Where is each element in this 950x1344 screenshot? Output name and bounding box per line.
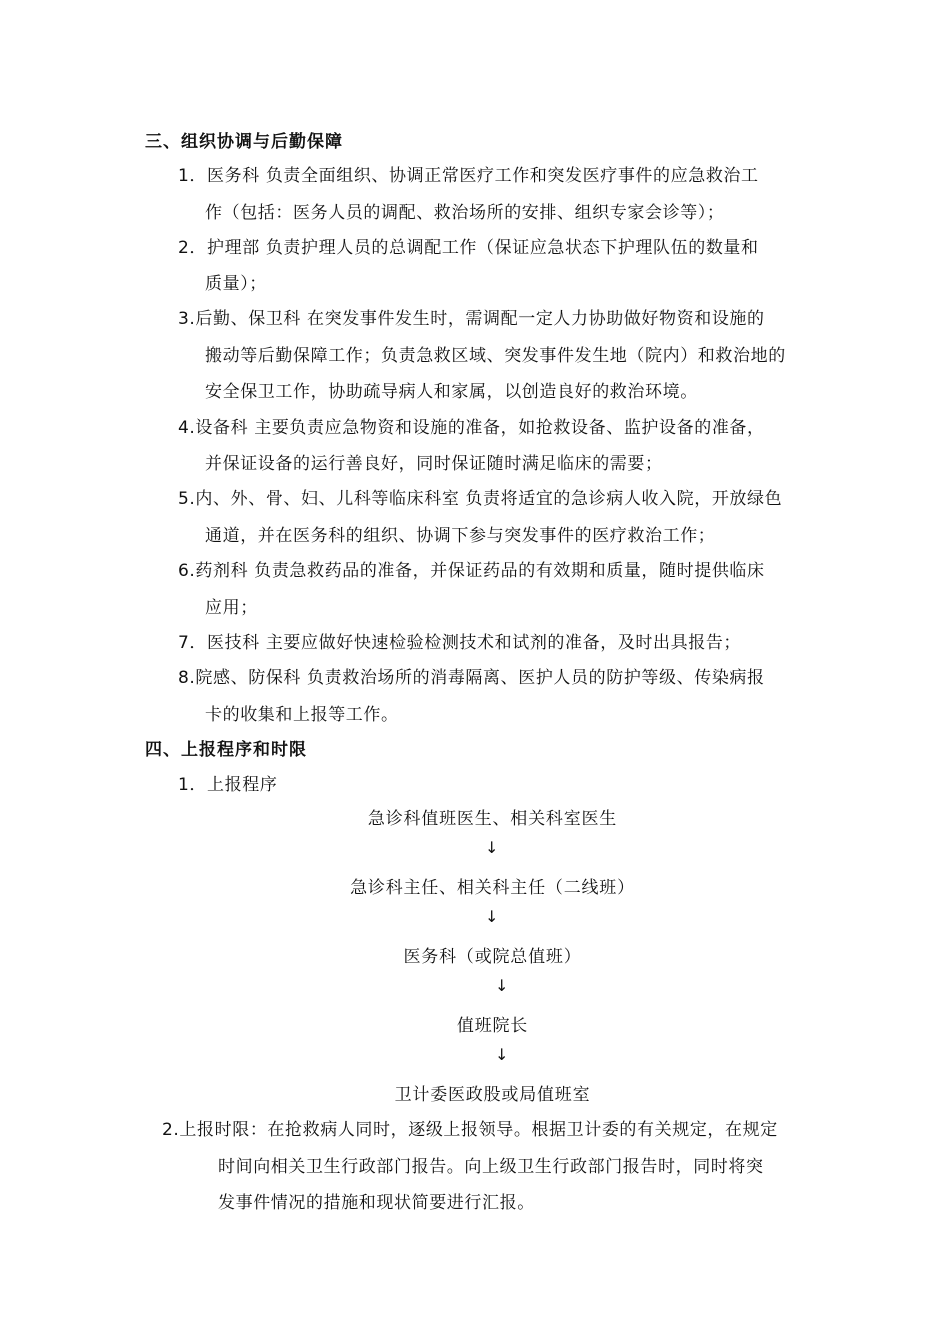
item-4-line-2: 并保证设备的运行善良好，同时保证随时满足临床的需要；	[205, 454, 663, 474]
flow-arrow-1: ↓	[485, 838, 499, 857]
reporting-procedure-subheading: 1．上报程序	[178, 775, 278, 795]
item-8-line-2: 卡的收集和上报等工作。	[205, 705, 399, 725]
item-5-line-2: 通道，并在医务科的组织、协调下参与突发事件的医疗救治工作；	[205, 526, 716, 546]
flow-arrow-2: ↓	[485, 907, 499, 926]
item-2-line-2: 质量）；	[205, 274, 267, 294]
item-2-line-1: 2．护理部 负责护理人员的总调配工作（保证应急状态下护理队伍的数量和	[178, 238, 759, 258]
flow-step-3: 医务科（或院总值班）	[403, 947, 582, 967]
flow-step-1: 急诊科值班医生、相关科室医生	[367, 809, 618, 829]
item-6-line-1: 6.药剂科 负责急救药品的准备，并保证药品的有效期和质量，随时提供临床	[178, 561, 765, 581]
flow-arrow-4: ↓	[495, 1045, 509, 1064]
item-7-line-1: 7．医技科 主要应做好快速检验检测技术和试剂的准备，及时出具报告；	[178, 633, 742, 653]
item-3-line-3: 安全保卫工作，协助疏导病人和家属，以创造良好的救治环境。	[205, 382, 698, 402]
flow-arrow-3: ↓	[495, 976, 509, 995]
item-8-line-1: 8.院感、防保科 负责救治场所的消毒隔离、医护人员的防护等级、传染病报	[178, 668, 765, 688]
item-4-line-1: 4.设备科 主要负责应急物资和设施的准备，如抢救设备、监护设备的准备，	[178, 418, 765, 438]
section-3-heading: 三、组织协调与后勤保障	[145, 132, 343, 152]
item-3-line-1: 3.后勤、保卫科 在突发事件发生时，需调配一定人力协助做好物资和设施的	[178, 309, 765, 329]
item-1-line-2: 作（包括：医务人员的调配、救治场所的安排、组织专家会诊等）；	[205, 203, 725, 223]
time-limit-line-3: 发事件情况的措施和现状简要进行汇报。	[218, 1193, 535, 1213]
flow-step-5: 卫计委医政股或局值班室	[394, 1085, 591, 1105]
item-5-line-1: 5.内、外、骨、妇、儿科等临床科室 负责将适宜的急诊病人收入院，开放绿色	[178, 489, 783, 509]
flow-step-2: 急诊科主任、相关科主任（二线班）	[350, 878, 635, 898]
item-1-line-1: 1．医务科 负责全面组织、协调正常医疗工作和突发医疗事件的应急救治工	[178, 166, 759, 186]
item-3-line-2: 搬动等后勤保障工作；负责急救区域、突发事件发生地（院内）和救治地的	[205, 346, 786, 366]
time-limit-line-1: 2.上报时限：在抢救病人同时，逐级上报领导。根据卫计委的有关规定，在规定	[162, 1120, 778, 1140]
section-4-heading: 四、上报程序和时限	[145, 740, 307, 760]
time-limit-line-2: 时间向相关卫生行政部门报告。向上级卫生行政部门报告时，同时将突	[218, 1157, 764, 1177]
item-6-line-2: 应用；	[205, 598, 258, 618]
flow-step-4: 值班院长	[456, 1016, 529, 1036]
